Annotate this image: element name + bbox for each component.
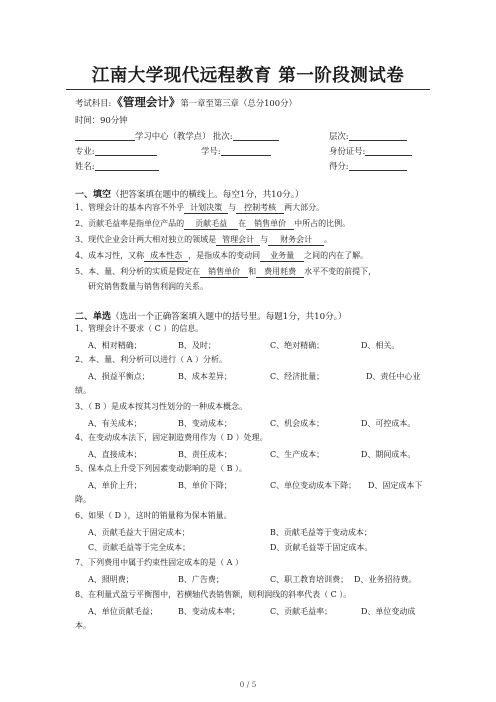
time-line: 时间：90分钟 [75, 115, 128, 125]
title-divider [66, 89, 430, 90]
mc-q5-option-a: A、单价上升； [88, 481, 142, 490]
level-field[interactable] [349, 131, 407, 141]
section2-heading: 二、单选（选出一个正确答案填入题中的括号里。每题1分，共10分。） [75, 312, 347, 322]
mc-q6-option-c: C、贡献毛益等于完全成本； [88, 543, 191, 552]
mc-q8-cont: 本。 [75, 621, 91, 630]
mc-q1-option-a: A、相对精确； [88, 341, 142, 350]
fill-q5-cont: 研究销售数量与销售利润的关系。 [88, 282, 208, 291]
mc-q2-option-c: C、经济批量； [270, 372, 325, 381]
fill-q4: 4、成本习性，又称 成本性态 ，是指成本的变动同 业务量 之间的内在了解。 [75, 251, 369, 260]
mc-q7-option-b: B、广告费； [178, 575, 224, 584]
mc-q2-cont: 绩。 [75, 386, 91, 395]
fill-q1: 1、管理会计的基本内容不外乎 计划决策 与 控制考核 两大部分。 [75, 203, 325, 212]
fill-q2: 2、贡献毛益率是指单位产品的 贡献毛益 在 销售单价 中所占的比例。 [75, 219, 351, 228]
mc-q5-option-c: C、单位变动成本下降； [270, 481, 357, 490]
mc-q3-stem: 3、（ B ）是成本按其习性划分的一种成本概念。 [75, 402, 248, 411]
id-card-field[interactable] [365, 146, 412, 156]
mc-q3-option-a: A、有关成本； [88, 419, 142, 428]
id-card-line: 身份证号: [329, 146, 412, 156]
mc-q8-option-d: D、单位变动成 [361, 607, 416, 616]
mc-q4-option-d: D、期间成本。 [361, 450, 416, 459]
center-line: 学习中心（教学点） 批次: [75, 131, 279, 141]
major-line: 专业: [75, 146, 157, 156]
mc-q5-option-d: D、固定成本下 [368, 481, 423, 490]
mc-q2-option-b: B、成本差异； [178, 372, 232, 381]
mc-q2-stem: 2、本、量、利分析可以进行（ A ）分析。 [75, 355, 227, 364]
major-field[interactable] [95, 146, 157, 156]
fill-q5: 5、本、量、利分析的实质是假定在 销售单价 和 费用耗费 水平不变的前提下， [75, 267, 377, 276]
mc-q1-option-c: C、绝对精确； [270, 341, 325, 350]
subject-line: 考试科目:《管理会计》第一章至第三章（总分100分） [75, 95, 297, 109]
mc-q3-option-d: D、可控成本。 [361, 419, 416, 428]
name-line: 姓名: [75, 161, 159, 171]
score-line: 得分: [329, 161, 407, 171]
fill-q3: 3、现代企业会计两大相对独立的领域是 管理会计 与 财务会计 。 [75, 235, 333, 244]
mc-q8-option-c: C、贡献毛益率； [270, 607, 333, 616]
center-field[interactable] [75, 131, 135, 141]
mc-q5-option-b: B、单价下降； [178, 481, 232, 490]
mc-q5-cont: 降。 [75, 495, 91, 504]
mc-q6-option-a: A、贡献毛益大于固定成本； [88, 528, 190, 537]
student-id-field[interactable] [221, 146, 271, 156]
mc-q4-option-a: A、直接成本； [88, 450, 142, 459]
mc-q3-option-b: B、变动成本； [178, 419, 232, 428]
mc-q5-stem: 5、保本点上升受下列因素变动影响的是（ B ）。 [75, 464, 248, 473]
level-line: 层次: [329, 131, 407, 141]
subject-name: 《管理会计》 [111, 95, 181, 109]
mc-q8-stem: 8、在利量式盈亏平衡图中，若横轴代表销售额，则利润线的斜率代表（ C ）。 [75, 590, 352, 599]
page-number: 0 / 5 [239, 680, 257, 689]
mc-q7-stem: 7、下列费用中属于约束性固定成本的是（ A ） [75, 558, 243, 567]
mc-q4-stem: 4、在变动成本法下，固定制造费用作为（ D ）处理。 [75, 433, 268, 442]
student-id-line: 学号: [201, 146, 271, 156]
mc-q8-option-a: A、单位贡献毛益； [88, 607, 158, 616]
batch-field[interactable] [233, 131, 279, 141]
mc-q6-option-b: B、贡献毛益等于变动成本； [270, 528, 372, 537]
page-title: 江南大学现代远程教育 第一阶段测试卷 [91, 66, 405, 86]
name-field[interactable] [95, 161, 159, 171]
mc-q1-stem: 1、管理会计不要求（ C ）的信息。 [75, 324, 204, 333]
mc-q1-option-d: D、相关。 [361, 341, 400, 350]
mc-q2-option-d: D、责任中心业 [366, 372, 421, 381]
mc-q2-option-a: A、损益平衡点； [88, 372, 150, 381]
score-field[interactable] [349, 161, 407, 171]
mc-q7-option-a: A、照明费； [88, 575, 134, 584]
mc-q4-option-b: B、责任成本； [178, 450, 232, 459]
mc-q1-option-b: B、及时； [178, 341, 216, 350]
mc-q4-option-c: C、生产成本； [270, 450, 325, 459]
mc-q6-stem: 6、如果（ D ），这时的销量称为保本销量。 [75, 511, 232, 520]
mc-q7-option-d: D、业务招待费。 [354, 575, 417, 584]
mc-q3-option-c: C、机会成本； [270, 419, 325, 428]
mc-q7-option-c: C、职工教育培训费； [270, 575, 349, 584]
mc-q8-option-b: B、变动成本率； [178, 607, 240, 616]
mc-q6-option-d: D、贡献毛益等于固定成本。 [270, 543, 373, 552]
section1-heading: 一、填空（把答案填在题中的横线上。每空1分，共10分。） [75, 190, 304, 200]
